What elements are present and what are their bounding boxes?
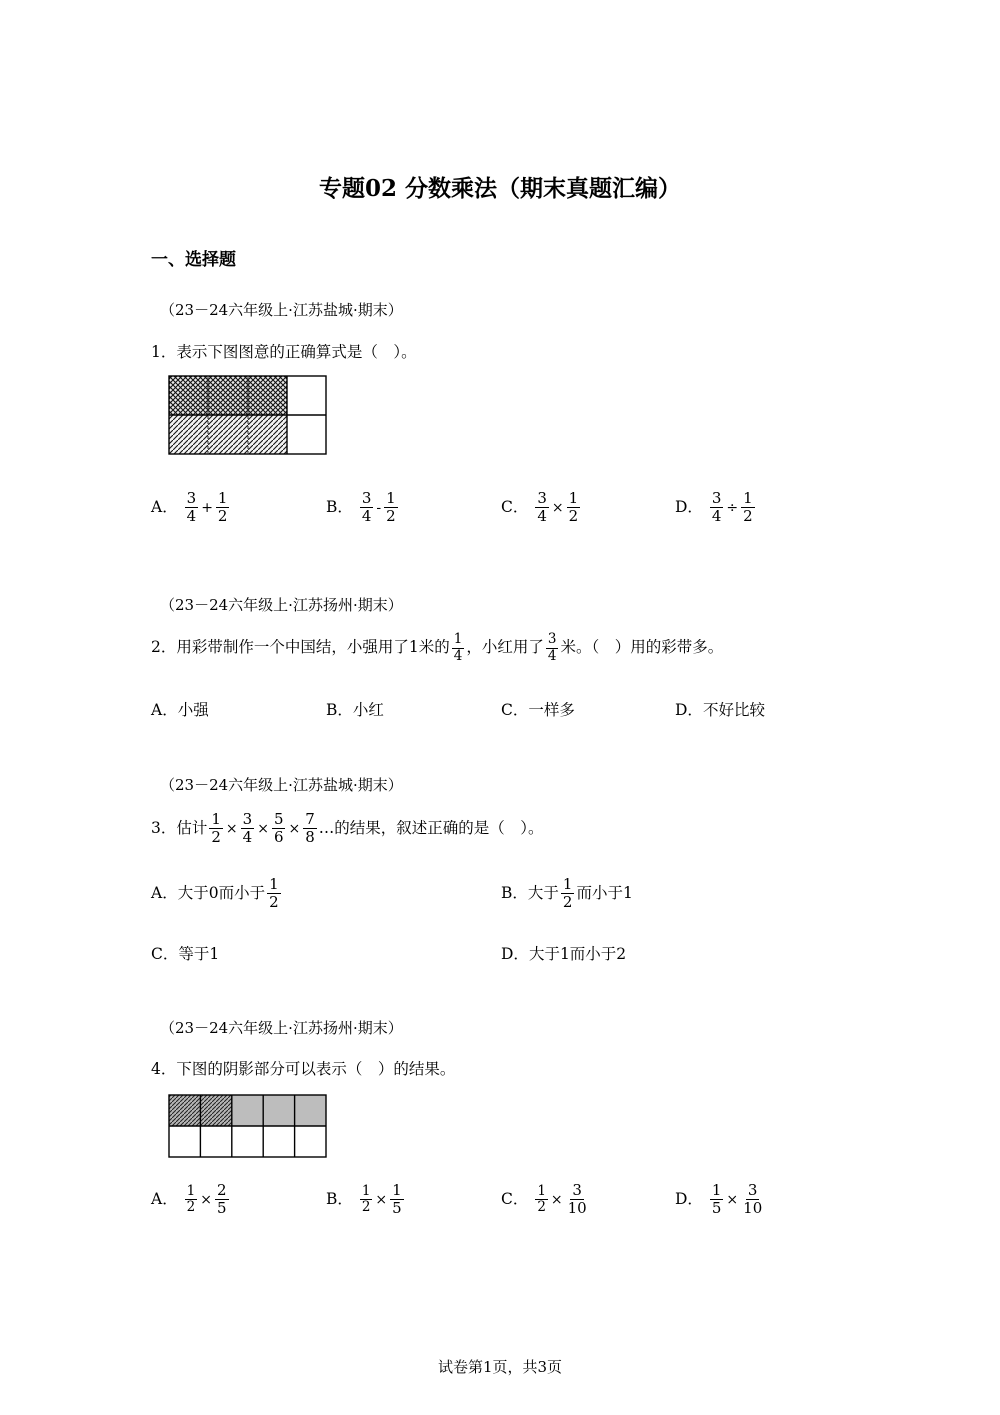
fraction: $\frac{3}{10}$: [743, 1181, 763, 1218]
fraction: $\frac{2}{5}$: [216, 1181, 227, 1218]
q3-stem: 3．估计 $\frac{1}{2}$ × $\frac{3}{4}$ × $\frac{5}{6}$ × $\frac{7}{8}$ …的结果，叙述正确的是（ ）。: [151, 810, 544, 847]
q1-stem: 1．表示下图图意的正确算式是（ ）。: [151, 343, 417, 361]
q1-shaded-bottom: [169, 415, 287, 454]
q2-source: （23－24六年级上·江苏扬州·期末）: [160, 596, 403, 614]
fraction: $\frac{1}{2}$: [186, 1182, 196, 1216]
fraction: $\frac{1}{2}$: [562, 875, 573, 912]
fraction: $\frac{1}{2}$: [211, 810, 221, 847]
q4-stem: 4．下图的阴影部分可以表示（ ）的结果。: [151, 1060, 456, 1078]
fraction: $\frac{1}{2}$: [568, 489, 579, 526]
q4-option-a[interactable]: A． $\frac{1}{2}$ × $\frac{2}{5}$: [151, 1181, 227, 1218]
q1-figure: [168, 375, 330, 457]
page-footer: 试卷第1页，共3页: [437, 1358, 563, 1376]
fraction: $\frac{1}{2}$: [386, 489, 396, 526]
fraction: $\frac{3}{4}$: [547, 631, 557, 664]
fraction: $\frac{3}{4}$: [537, 489, 547, 526]
q1-option-a[interactable]: A． $\frac{3}{4}$ + $\frac{1}{2}$: [151, 489, 228, 526]
q1-option-c[interactable]: C． $\frac{3}{4}$ × $\frac{1}{2}$: [501, 489, 579, 526]
q2-option-d[interactable]: D．不好比较: [675, 701, 765, 719]
q3-option-b[interactable]: B．大于 $\frac{1}{2}$ 而小于1: [501, 875, 633, 912]
q3-option-c[interactable]: C．等于1: [151, 945, 220, 963]
q3-option-d[interactable]: D．大于1而小于2: [501, 945, 627, 963]
q4-option-b[interactable]: B． $\frac{1}{2}$ × $\frac{1}{5}$: [326, 1181, 402, 1218]
q1-option-d[interactable]: D． $\frac{3}{4}$ ÷ $\frac{1}{2}$: [675, 489, 753, 526]
section-heading: 一、选择题: [151, 250, 236, 270]
fraction: $\frac{1}{2}$: [269, 875, 279, 912]
q4-option-d[interactable]: D． $\frac{1}{5}$ × $\frac{3}{10}$: [675, 1181, 763, 1218]
fraction: $\frac{7}{8}$: [305, 810, 315, 847]
q4-figure: [168, 1094, 330, 1160]
page-title: 专题02 分数乘法（期末真题汇编）: [318, 175, 681, 202]
fraction: $\frac{5}{6}$: [273, 810, 284, 847]
fraction: $\frac{1}{2}$: [537, 1182, 546, 1216]
q4-option-c[interactable]: C． $\frac{1}{2}$ × $\frac{3}{10}$: [501, 1181, 587, 1218]
q2-option-b[interactable]: B．小红: [326, 701, 384, 719]
q2-stem: 2．用彩带制作一个中国结，小强用了1米的 $\frac{1}{4}$ ，小红用了 $\frac{3}{4}$ 米。（ ）用的彩带多。: [151, 631, 724, 664]
q2-option-c[interactable]: C．一样多: [501, 701, 575, 719]
fraction: $\frac{1}{2}$: [217, 489, 228, 526]
q1-option-b[interactable]: B． $\frac{3}{4}$ - $\frac{1}{2}$: [326, 489, 396, 526]
fraction: $\frac{3}{4}$: [361, 489, 372, 526]
q3-option-a[interactable]: A．大于0而小于 $\frac{1}{2}$: [151, 875, 279, 912]
fraction: $\frac{1}{2}$: [361, 1182, 371, 1216]
fraction: $\frac{3}{4}$: [242, 810, 253, 847]
q1-source: （23－24六年级上·江苏盐城·期末）: [160, 301, 403, 319]
q4-source: （23－24六年级上·江苏扬州·期末）: [160, 1019, 403, 1037]
fraction: $\frac{1}{5}$: [711, 1181, 722, 1218]
fraction: $\frac{1}{5}$: [392, 1181, 402, 1218]
fraction: $\frac{1}{2}$: [743, 489, 753, 526]
fraction: $\frac{3}{4}$: [186, 489, 197, 526]
fraction: $\frac{1}{4}$: [453, 631, 463, 664]
fraction: $\frac{3}{4}$: [711, 489, 722, 526]
q2-option-a[interactable]: A．小强: [151, 701, 209, 719]
fraction: $\frac{3}{10}$: [567, 1181, 587, 1218]
q3-source: （23－24六年级上·江苏盐城·期末）: [160, 776, 403, 794]
q1-shaded-top: [169, 376, 287, 415]
